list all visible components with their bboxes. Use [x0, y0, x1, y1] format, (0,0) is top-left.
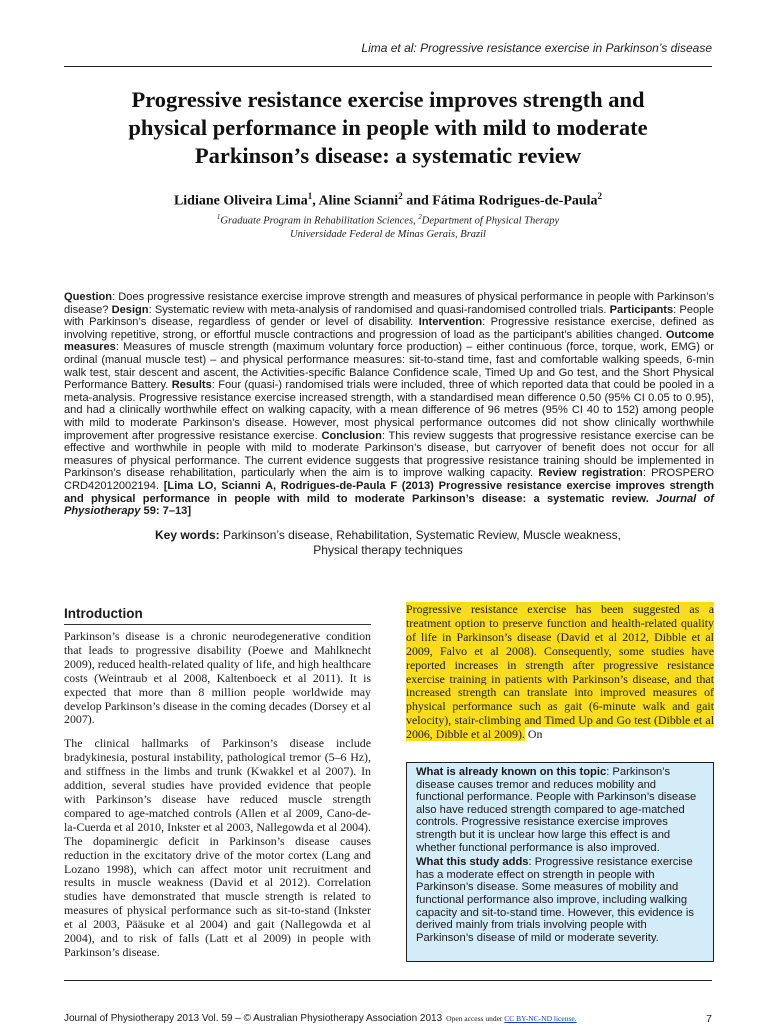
abstract-label: Conclusion: [321, 429, 382, 442]
author-separator: and: [402, 193, 433, 209]
paragraph: The clinical hallmarks of Parkinson’s disease include bradykinesia, postural instability, pathological tremor (5–6 Hz), and stiffness in the limbs and trunk (Kwakkel et al 2007). In addition, several studies have provided evidence that people with Parkinson’s disease have reduced muscle strength compared to age-matched controls (Allen et al 2009, Cano-de-la-Cuerda et al 2010, Inkster et al 2003, Nallegowda et al 2004). The dopaminergic deficit in Parkinson’s disease causes reduction in the excitatory drive of the motor cortex (Lang and Lozano 1998), which can affect motor unit recruitment and results in muscle weakness (David et al 2012). Correlation studies have demonstrated that muscle strength is related to measures of physical performance such as sit-to-stand (Inkster et al 2003, Pääsuke et al 2004) and gait (Nallegowda et al 2004), and to risk of falls (Latt et al 2009) in people with Parkinson’s disease.: [64, 736, 371, 959]
title-line: physical performance in people with mild to moderate: [128, 115, 648, 140]
affiliations: [64, 211, 712, 241]
keywords-line: [64, 528, 712, 543]
summary-label: What is already known on this topic: [416, 766, 607, 778]
keywords: [64, 528, 712, 558]
abstract-text: : PROSPERO CRD42012002194.: [64, 467, 715, 492]
keywords-text: Parkinson’s disease, Rehabilitation, Systematic Review, Muscle weakness,: [219, 528, 621, 542]
abstract-text: : Measures of muscle strength (maximum voluntary force production) – either continuous (force, torque, work, EMG) or ordinal (manual muscle test) – and physical performance measures: sit-to-stand time, fast and comfortable walking speeds, 6-min walk test, stair descent and ascent, the Activities-specific Balance Confidence scale, Timed Up and Go test, and the Short Physical Performance Battery.: [64, 341, 714, 392]
paragraph-continuation: On: [524, 727, 543, 742]
summary-text: : Parkinson’s disease causes tremor and reduces mobility and functional performance. People with Parkinson’s disease also have reduced strength compared to age-matched controls. Progressive resistance exercise improves strength but it is unclear how large this effect is and whether functional performance is also improved.: [416, 766, 697, 854]
affiliation-line: Universidade Federal de Minas Gerais, Brazil: [290, 228, 486, 240]
abstract-label: Design: [111, 303, 149, 316]
abstract-citation-end: 59: 7–13]: [140, 505, 192, 518]
author-list: [64, 191, 712, 210]
footer-text: Journal of Physiotherapy 2013 Vol. 59 – © Australian Physiotherapy Association 2013: [64, 1013, 443, 1024]
title-line: Parkinson’s disease: a systematic review: [194, 143, 582, 168]
abstract-label: Outcome measures: [64, 328, 714, 354]
abstract-label: Results: [171, 379, 212, 392]
summary-box-content: [416, 766, 706, 946]
abstract-journal-name: Journal of Physiotherapy: [64, 492, 714, 518]
summary-text: : Progressive resistance exercise has a moderate effect on strength in people with Parkinson’s disease. Some measures of mobility and functional performance also improve, including walking capacity and sit-to-stand time. However, this evidence is derived mainly from trials involving people with Parkinson’s disease of mild or moderate severity.: [416, 856, 694, 944]
open-access-text: Open access under: [446, 1014, 505, 1023]
affiliation-text: Graduate Program in Rehabilitation Sciences,: [220, 215, 419, 227]
summary-label: What this study adds: [416, 856, 529, 869]
abstract-text: : People with Parkinson’s disease, regardless of gender or level of disability.: [64, 303, 714, 329]
right-column: [406, 603, 714, 742]
title-line: Progressive resistance exercise improves strength and: [131, 87, 645, 112]
keywords-line: Physical therapy techniques: [313, 543, 463, 557]
abstract-label: Participants: [609, 303, 674, 316]
affiliation-line: [64, 211, 712, 228]
header-rule: [64, 66, 712, 67]
author-affiliation-mark: 2: [398, 191, 403, 201]
author-name: Aline Scianni: [318, 193, 399, 209]
abstract-label: Review registration: [538, 467, 643, 480]
abstract-text: : Progressive resistance exercise, defined as involving repetitive, strong, or effortful muscle contractions and progression of load as the participant’s abilities changed.: [64, 316, 714, 341]
page-number: 7: [706, 1013, 712, 1024]
footer-journal-info: [64, 1013, 577, 1024]
keywords-label: Key words:: [155, 528, 220, 542]
abstract-text: : Does progressive resistance exercise improve strength and measures of physical performance in people with Parkinson’s disease?: [64, 291, 714, 316]
author-name: Fátima Rodrigues-de-Paula: [432, 193, 598, 209]
affiliation-mark: 2: [418, 213, 422, 221]
abstract-text: : This review suggests that progressive resistance exercise can be effective and worthwhile in people with mild to moderate Parkinson’s disease, but carryover of benefit does not occur for all measures of physical performance. The current evidence suggests that progressive resistance training should be implemented in Parkinson’s disease rehabilitation, particularly when the aim is to improve walking capacity.: [64, 429, 714, 480]
abstract-citation: [Lima LO, Scianni A, Rodrigues-de-Paula F (2013) Progressive resistance exercise improves strength and physical performance in people with mild to moderate Parkinson’s disease: a systematic review.: [64, 479, 715, 505]
summary-adds: [416, 856, 706, 944]
author-affiliation-mark: 2: [597, 191, 603, 201]
footer-rule: [64, 980, 712, 981]
license-link[interactable]: CC BY-NC-ND license.: [504, 1014, 577, 1023]
paragraph: Parkinson’s disease is a chronic neurodegenerative condition that leads to progressive disability (Poewe and Mahlknecht 2009), reduced health-related quality of life, and high healthcare costs (Weintraub et al 2008, Kaltenboeck et al 2011). It is expected that more than 8 million people worldwide may develop Parkinson’s disease in the coming decades (Dorsey et al 2007).: [64, 629, 371, 727]
abstract-label: Intervention: [418, 316, 483, 329]
highlighted-text: Progressive resistance exercise has been suggested as a treatment option to preserve function and health-related quality of life in Parkinson’s disease (David et al 2012, Dibble et al 2009, Falvo et al 2008). Consequently, some studies have reported increases in strength after progressive resistance exercise training in patients with Parkinson’s disease, and that increased strength can translate into improved measures of physical performance such as gait (6-minute walk and gait velocity), stair-climbing and Timed Up and Go test (Dibble et al 2006, Dibble et al 2009).: [406, 602, 714, 742]
author-affiliation-mark: 1: [307, 191, 313, 201]
left-column: [64, 630, 371, 970]
abstract-text: : Systematic review with meta-analysis of randomised and quasi-randomised controlled trials.: [148, 303, 610, 316]
open-access-notice: [446, 1014, 576, 1023]
abstract-text: : Four (quasi-) randomised trials were included, three of which reported data that could be pooled in a meta-analysis. Progressive resistance exercise increased strength, with a standardised mean difference 0.50 (95% CI 0.05 to 0.95), and had a clinically worthwhile effect on walking capacity, with a mean difference of 96 metres (95% CI 40 to 152) among people with mild to moderate Parkinson’s disease. However, most physical performance outcomes did not show clinically worthwhile improvement after progressive resistance exercise.: [64, 379, 714, 442]
section-rule: [64, 624, 371, 625]
summary-known: [416, 766, 706, 854]
author-name: Lidiane Oliveira Lima: [173, 193, 308, 209]
author-separator: ,: [312, 193, 319, 209]
running-head: Lima et al: Progressive resistance exercise in Parkinson’s disease: [361, 41, 712, 55]
abstract-label: Question: [64, 291, 113, 303]
article-title: [64, 86, 712, 170]
abstract: [64, 291, 714, 518]
affiliation-text: Department of Physical Therapy: [421, 215, 560, 227]
section-heading-introduction: Introduction: [64, 606, 143, 621]
affiliation-mark: 1: [216, 213, 221, 221]
